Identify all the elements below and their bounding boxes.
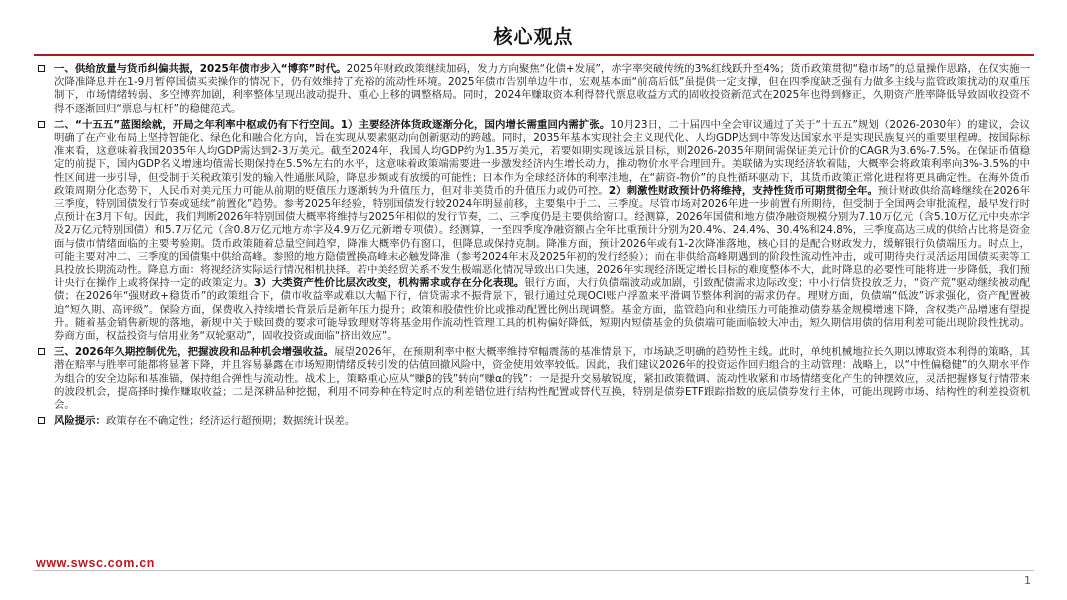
square-bullet-icon bbox=[38, 417, 45, 424]
page-title: 核心观点 bbox=[493, 26, 574, 48]
paragraph-2 bbox=[38, 119, 1030, 343]
paragraph-text: 预计财政供给高峰继续在2026年三季度，特别国债发行节奏或延续“前置化”趋势。参考2025年经验，特别国债发行较2024年明显前移，主要集中于二、三季度。尽管市场对2026年进一步前置有所期待，但受制于全国两会审批流程，最早发行时点预计在3月下旬。因此，我们判断2026年特别国债大概率将维持与2025年相似的发行节奏，二、三季度仍是主要供给窗口。经测算，2026年国债和地方债净融资规模分别为7.10万亿元（含5.10万亿元中央赤字及2万亿元特别国债）和5.7万亿元（含0.8万亿元地方赤字及4.9万亿元新增专项债）。经测算，一至四季度净融资额占全年比重预计分别为20.4%、24.4%、30.4%和24.8%，三季度高达三成的供给占比将是资金面与债市情绪面临的主要考验期。货币政策随着总量空间趋窄，降准大概率仍有窗口，但降息或保持克制。降准方面，预计2026年或有1-2次降准落地，核心目的是配合财政发力，缓解银行负债端压力。时点上，可能主要对冲二、三季度的国债集中供给高峰。参照的地方隐债置换高峰末必触发降准（参考2024年末及2025年初的发行经验）；而在非供给高峰期遇到的阶段性流动性冲击，或可期待央行灵活运用国债买卖等工具投放长期流动性。降息方面：将视经济实际运行情况相机抉择。若中美经贸关系不发生极端恶化情况导致出口失速，2026年实现经济既定增长目标的难度整体不大，此时降息的必要性可能将进一步降低，我们预计央行在操作上或将保持一定的政策定力。 bbox=[54, 184, 1030, 290]
paragraph-3 bbox=[38, 346, 1030, 412]
paragraph-heading: 二、“十五五”蓝图绘就，开局之年利率中枢或仍有下行空间。1）主要经济体货政逐渐分化，国内增长需重回内需扩张。 bbox=[54, 118, 611, 131]
title-divider bbox=[34, 54, 1034, 56]
core-views-body bbox=[38, 63, 1030, 431]
paragraph-text: 政策存在不确定性；经济运行超预期；数据统计误差。 bbox=[105, 415, 356, 428]
paragraph-heading: 风险提示： bbox=[54, 415, 106, 428]
website-url[interactable]: www.swsc.com.cn bbox=[36, 556, 155, 570]
paragraph-subheading: 3）大类资产性价比层次改变，机构需求或存在分化表现。 bbox=[253, 277, 525, 290]
paragraph-text: 2025年财政政策继续加码，发力方向聚焦“化债+发展”，赤字率突破传统的3%红线跃升至4%；货币政策贯彻“稳市场”的总量操作思路，在仅实施一次降准降息并在1-9月暂停国债买卖操作的情况下，仍有效维持了充裕的流动性环境。2025年债市告别单边牛市，宏观基本面“前高后低”虽提供一定支撑，但在四季度缺乏强有力做多主线与监管政策扰动的双重压制下，市场情绪转弱、多空博弈加剧，利率整体呈现出波动提升、重心上移的调整格局。同时，2024年赚取资本利得替代票息收益方式的固收投资新范式在2025年也得到修正，久期资产胜率降低导致固收投资不得不逐渐回归“票息与杠杆”的稳健范式。 bbox=[54, 63, 1030, 115]
square-bullet-icon bbox=[38, 348, 45, 355]
paragraph-text: 展望2026年，在预期利率中枢大概率维持窄幅震荡的基准情景下，市场缺乏明确的趋势性主线。此时，单纯机械地拉长久期以博取资本利得的策略，其潜在赔率与胜率可能都将显著下降，并且容易暴露在市场短期情绪反转引发的估值回撤风险中，资金使用效率较低。因此，我们建议2026年的投资运作回归组合的主动管理：战略上，以“中性偏稳健”的久期水平作为组合的安全边际和基准锚，保持组合弹性与流动性。战术上，策略重心应从“赚β的钱”转向“赚α的钱”：一是提升交易敏锐度，紧扣政策微调、流动性收紧和市场情绪变化产生的钟摆效应，灵活把握修复行情带来的波段机会，提高择时操作赚取收益；二是深耕品种挖掘，利用不同券种在特定时点的利差错位进行结构性配置或替代互换，特别是债券ETF跟踪指数的底层债券发行主体，可能出现跨市场、结构性的利差投资机会。 bbox=[54, 346, 1031, 412]
paragraph-heading: 三、2026年久期控制优先，把握波段和品种机会增强收益。 bbox=[54, 346, 335, 359]
paragraph-heading: 一、供给放量与货币纠偏共振，2025年债市步入“博弈”时代。 bbox=[54, 63, 347, 75]
footer-divider bbox=[34, 570, 1034, 571]
square-bullet-icon bbox=[38, 65, 45, 72]
paragraph-text: 10月23日，二十届四中全会审议通过了关于“十五五”规划（2026-2030年）的建议，会议明确了在产业布局上坚持智能化、绿色化和融合化方向，旨在实现从要素驱动向创新驱动的跨越。同时，2035年基本实现社会主义现代化、人均GDP达到中等发达国家水平是实现民族复兴的重要里程碑。按国际标准来看，这意味着我国2035年人均GDP需达到2-3万美元。截至2024年，我国人均GDP约为1.35万美元，若要如期实现该远景目标，则2026-2035年期间需保证美元计价的CAGR为3.6%-7.5%。在保证币值稳定的前提下，国内GDP名义增速均值需长期保持在5.5%左右的水平，这意味着政策端需要进一步激发经济内生增长动力，推动物价水平合理回升。美联储为实现经济软着陆，大概率会将政策利率向3%-3.5%的中性区间进一步引导，但受制于关税政策引发的输入性通胀风险，降息步频或有放缓的可能性；日本作为全球经济体的利率洼地，在“薪资-物价”的良性循环驱动下，其货币政策正常化进程将更具确定性。在海外货币政策周期分化态势下，人民币对美元压力可能从前期的贬值压力逐渐转为升值压力，但对非美货币的升值压力或仍可控。 bbox=[54, 118, 1031, 197]
risk-warning bbox=[38, 415, 1030, 428]
square-bullet-icon bbox=[38, 121, 45, 128]
page-number: 1 bbox=[1024, 574, 1031, 587]
paragraph-1 bbox=[38, 63, 1030, 116]
paragraph-text: 银行方面，大行负债端波动或加剧，引致配债需求边际改变；中小行信贷投放乏力，“资产荒”驱动继续被动配债；在2026年“强财政+稳货币”的政策组合下，债市收益率或难以大幅下行，信贷需求不振背景下，银行通过兑现OCI账户浮盈来平滑调节整体利润的需求仍存。理财方面，负债端“低波”诉求强化，资产配置被迫“短久期、高评级”。保险方面，保费收入持续增长背景后是新年压力提升；政策和股债性价比或推动配置比例出现调整。基金方面，监管趋向和业绩压力可能推动债券基金规模增速下降，含权类产品增速有望提升。随着基金销售新规的落地，新规中关于赎回费的要求可能导致理财等将基金用作流动性管理工具的机构偏好降低，短期内短债基金的负债端可能面临较大冲击，短久期信用债的信用利差可能出现阶段性扰动。券商方面，权益投资与信用业务“双轮驱动”，固收投资或面临“挤出效应”。 bbox=[54, 277, 1031, 343]
paragraph-subheading: 2）刺激性财政预计仍将维持，支持性货币可期贯彻全年。 bbox=[608, 184, 878, 197]
